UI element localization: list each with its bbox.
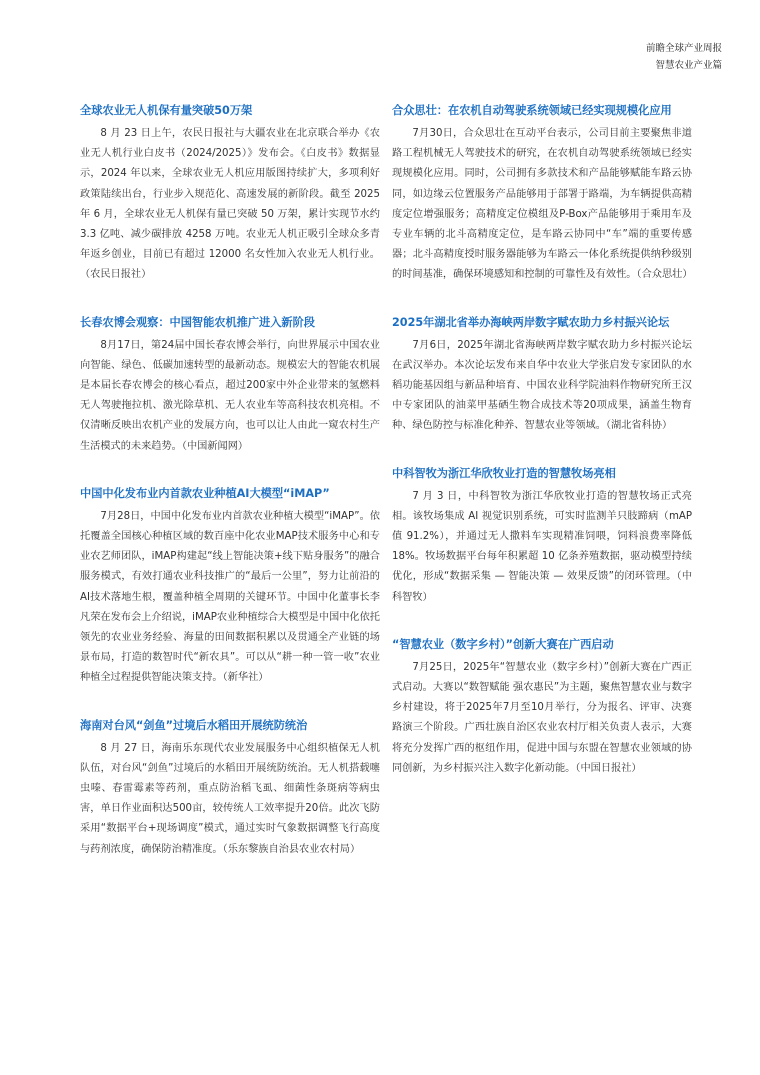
article-title: 中科智牧为浙江华欣牧业打造的智慧牧场亮相	[392, 466, 616, 480]
news-article	[392, 465, 692, 608]
article-title: 海南对台风“剑鱼”过境后水稻田开展统防统治	[80, 718, 308, 732]
article-body: 7月28日，中国中化发布业内首款农业种植大模型“iMAP”。依托覆盖全国核心种植区域的数百座中化农业MAP技术服务中心和专业农艺师团队，iMAP构建起“线上智能决策+线下贴身服务”的融合服务模式，有效打通农业科技推广的“最后一公里”，努力让前沿的AI技术落地生根，覆盖种植全周期的关键环节。中国中化董事长李凡荣在发布会上介绍说，iMAP农业种植综合大模型是中国中化依托领先的农业业务经验、海量的田间数据积累以及贯通全产业链的场景布局，打造的数智时代“新农具”。可以从“耕一种一管一收”农业种植全过程提供智能决策支持。（新华社）	[80, 510, 380, 684]
report-section: 智慧农业产业篇	[655, 60, 722, 71]
article-body: 8 月 23 日上午，农民日报社与大疆农业在北京联合举办《农业无人机行业白皮书（2024/2025）》发布会。《白皮书》数据显示，2024 年以来，全球农业无人机应用版图持续扩大，多项利好政策陆续出台，行业步入规范化、高速发展的新阶段。截至 2025 年 6 月，全球农业无人机保有量已突破 50 万架，累计实现节水约 3.3 亿吨、减少碳排放 4258 万吨。农业无人机正吸引全球众多青年返乡创业，目前已有超过 12000 名女性加入农业无人机行业。（农民日报社）	[80, 128, 380, 281]
report-title: 前瞻全球产业周报	[645, 43, 722, 54]
article-body: 7月30日，合众思壮在互动平台表示，公司目前主要聚焦非道路工程机械无人驾驶技术的研究，在农机自动驾驶系统领域已经实现规模化应用。同时，公司拥有多款技术和产品能够赋能车路云协同，如边缘云位置服务产品能够用于部署于路端，为车辆提供高精度定位增强服务；高精度定位模组及P-Box产品能够用于乘用车及专业车辆的北斗高精度定位，是车路云协同中“车”端的重要传感器；北斗高精度授时服务器能够为车路云一体化系统提供纳秒级别的时间基准，确保环境感知和控制的可靠性及有效性。（合众思壮）	[392, 128, 693, 281]
article-title: 2025年湖北省举办海峡两岸数字赋农助力乡村振兴论坛	[392, 315, 670, 329]
article-body: 8 月 27 日，海南乐东现代农业发展服务中心组织植保无人机队伍，对台风“剑鱼”过境后的水稻田开展统防统治。无人机搭载噻虫嗪、春雷霉素等药剂，重点防治稻飞虱、细菌性条斑病等病虫害，单日作业面积达500亩，较传统人工效率提升20倍。此次飞防采用“数据平台+现场调度”模式，通过实时气象数据调整飞行高度与药剂浓度，确保防治精准度。（乐东黎族自治县农业农村局）	[80, 742, 380, 855]
article-body: 8月17日，第24届中国长春农博会举行，向世界展示中国农业向智能、绿色、低碳加速转型的最新动态。规模宏大的智能农机展是本届长春农博会的核心看点，超过200家中外企业带来的氢燃料无人驾驶拖拉机、激光除草机、无人农业车等高科技农机亮相。不仅清晰反映出农机产业的发展方向，也可以让人由此一窥农村生产生活模式的未来趋势。（中国新闻网）	[80, 339, 380, 452]
page-header	[646, 40, 722, 74]
news-article	[392, 636, 692, 779]
right-column	[392, 102, 692, 807]
article-title: 长春农博会观察：中国智能农机推广进入新阶段	[80, 315, 315, 329]
news-article	[80, 314, 380, 457]
article-body: 7月25日，2025年“智慧农业（数字乡村）”创新大赛在广西正式启动。大赛以“数智赋能 强农惠民”为主题，聚焦智慧农业与数字乡村建设，将于2025年7月至10月举行，分为报名、评审、决赛路演三个阶段。广西壮族自治区农业农村厅相关负责人表示，大赛将充分发挥广西的枢纽作用，促进中国与东盟在智慧农业领域的协同创新，为乡村振兴注入数字化新动能。（中国日报社）	[392, 661, 692, 774]
news-article	[80, 485, 380, 689]
article-title: 合众思壮：在农机自动驾驶系统领域已经实现规模化应用	[392, 104, 672, 117]
news-article	[392, 314, 692, 437]
article-title: “智慧农业（数字乡村）”创新大赛在广西启动	[392, 637, 614, 651]
article-body: 7月6日，2025年湖北省海峡两岸数字赋农助力乡村振兴论坛在武汉举办。本次论坛发布来自华中农业大学张启发专家团队的水稻功能基因组与新品种培育、中国农业科学院油料作物研究所王汉中专家团队的油菜甲基硒生物合成技术等20项成果，涵盖生物育种、绿色防控与标准化种养、智慧农业等领域。（湖北省科协）	[392, 339, 692, 432]
news-article	[80, 717, 380, 860]
news-article	[392, 102, 692, 286]
left-column	[80, 102, 380, 888]
article-body: 7 月 3 日，中科智牧为浙江华欣牧业打造的智慧牧场正式亮相。该牧场集成 AI 视觉识别系统，可实时监测羊只肢蹄病（mAP值 91.2%），并通过无人撒料车实现精准饲喂，饲料浪费率降低 18%。牧场数据平台每年积累超 10 亿条养殖数据，驱动模型持续优化，形成“数据采集 — 智能决策 — 效果反馈”的闭环管理。（中科智牧）	[392, 490, 692, 603]
article-title: 全球农业无人机保有量突破50万架	[80, 104, 253, 117]
article-title: 中国中化发布业内首款农业种植AI大模型“iMAP”	[80, 486, 330, 500]
news-article	[80, 102, 380, 286]
